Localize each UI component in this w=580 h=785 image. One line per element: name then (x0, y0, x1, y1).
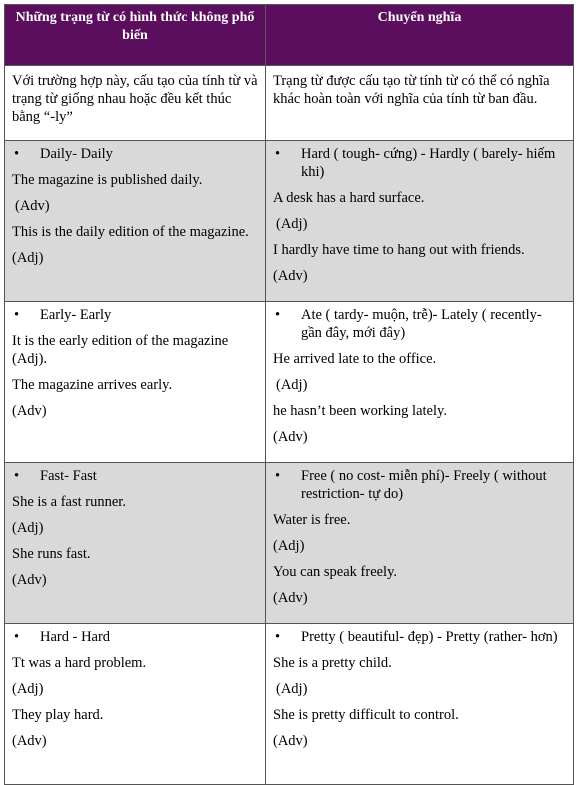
cell-right (266, 624, 574, 785)
example-line: (Adj) (12, 250, 44, 266)
header-col1: Những trạng từ có hình thức không phổ biến (5, 5, 266, 66)
example-line: (Adv) (15, 198, 50, 214)
example-line: She is a pretty child. (273, 655, 392, 671)
bullet-icon: • (275, 307, 281, 323)
example-line: They play hard. (12, 707, 104, 723)
example-line: (Adv) (273, 268, 308, 284)
bullet-item (273, 628, 566, 646)
cell-right (266, 463, 574, 624)
cell-right (266, 302, 574, 463)
entry-heading: Hard - Hard (40, 629, 111, 645)
example-line: (Adj) (12, 681, 44, 697)
bullet-item (12, 467, 258, 485)
intro-col1: Với trường hợp này, cấu tạo của tính từ và trạng từ giống nhau hoặc đều kết thúc bằng “-ly” (5, 66, 266, 141)
entry-heading: Pretty ( beautiful- đẹp) - Pretty (rather- hơn) (301, 629, 558, 645)
adverb-table (4, 4, 574, 785)
example-line: I hardly have time to hang out with friends. (273, 242, 525, 258)
table-row (5, 463, 574, 624)
cell-left (5, 141, 266, 302)
example-line: You can speak freely. (273, 564, 398, 580)
cell-left (5, 463, 266, 624)
entry-heading: Daily- Daily (40, 146, 113, 162)
example-line: (Adv) (12, 572, 47, 588)
cell-left (5, 624, 266, 785)
bullet-icon: • (14, 468, 20, 484)
example-line: A desk has a hard surface. (273, 190, 425, 206)
bullet-item (273, 145, 566, 181)
intro-col2: Trạng từ được cấu tạo từ tính từ có thể có nghĩa khác hoàn toàn với nghĩa của tính từ ban đầu. (266, 66, 574, 141)
entry-heading: Free ( no cost- miễn phí)- Freely ( without restriction- tự do) (301, 468, 547, 502)
bullet-item (12, 306, 258, 324)
bullet-icon: • (14, 307, 20, 323)
example-line: (Adj) (276, 681, 308, 697)
table-row (5, 141, 574, 302)
example-line: (Adv) (273, 733, 308, 749)
example-line: She runs fast. (12, 546, 91, 562)
bullet-item (273, 306, 566, 342)
example-line: (Adv) (12, 733, 47, 749)
cell-left (5, 302, 266, 463)
example-line: This is the daily edition of the magazine. (12, 224, 249, 240)
bullet-icon: • (275, 146, 281, 162)
example-line: (Adj) (12, 520, 44, 536)
entry-heading: Hard ( tough- cứng) - Hardly ( barely- hiếm khi) (301, 146, 556, 180)
example-line: She is pretty difficult to control. (273, 707, 459, 723)
example-line: It is the early edition of the magazine (Adj). (12, 333, 229, 367)
cell-right (266, 141, 574, 302)
bullet-item (12, 628, 258, 646)
entry-heading: Early- Early (40, 307, 112, 323)
entry-heading: Fast- Fast (40, 468, 97, 484)
bullet-icon: • (14, 629, 20, 645)
bullet-item (12, 145, 258, 163)
example-line: The magazine is published daily. (12, 172, 203, 188)
example-line: (Adv) (273, 590, 308, 606)
example-line: (Adj) (276, 377, 308, 393)
bullet-item (273, 467, 566, 503)
example-line: Tt was a hard problem. (12, 655, 147, 671)
example-line: The magazine arrives early. (12, 377, 173, 393)
entry-heading: Ate ( tardy- muộn, trễ)- Lately ( recently- gần đây, mới đây) (301, 307, 542, 341)
example-line: He arrived late to the office. (273, 351, 437, 367)
table-row (5, 624, 574, 785)
table-row (5, 302, 574, 463)
example-line: (Adv) (273, 429, 308, 445)
example-line: he hasn’t been working lately. (273, 403, 447, 419)
header-col2: Chuyển nghĩa (266, 5, 574, 66)
bullet-icon: • (14, 146, 20, 162)
example-line: Water is free. (273, 512, 351, 528)
bullet-icon: • (275, 629, 281, 645)
bullet-icon: • (275, 468, 281, 484)
example-line: (Adj) (273, 538, 305, 554)
example-line: (Adv) (12, 403, 47, 419)
header-row (5, 5, 574, 66)
example-line: She is a fast runner. (12, 494, 126, 510)
intro-row (5, 66, 574, 141)
example-line: (Adj) (276, 216, 308, 232)
